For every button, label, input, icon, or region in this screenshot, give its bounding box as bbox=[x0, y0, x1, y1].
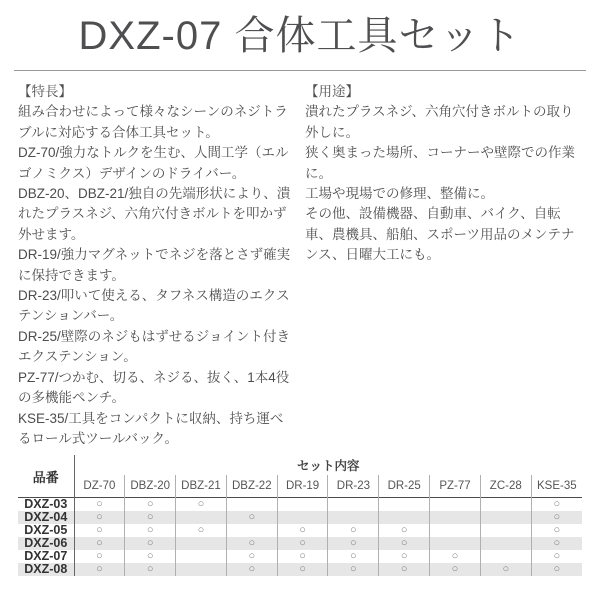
empty-cell bbox=[480, 498, 531, 512]
included-mark-cell: ○ bbox=[277, 524, 328, 537]
feature-paragraph: DBZ-20、DBZ-21/独自の先端形状により、潰れたプラスネジ、六角穴付きボルトを叩かず外せます。 bbox=[18, 186, 291, 242]
empty-cell bbox=[379, 498, 430, 512]
included-mark-cell: ○ bbox=[74, 524, 125, 537]
set-contents-table bbox=[18, 455, 582, 576]
included-mark-cell: ○ bbox=[328, 563, 379, 576]
included-mark-cell: ○ bbox=[379, 550, 430, 563]
use-paragraph: 狭く奥まった場所、コーナーや壁際での作業に。 bbox=[305, 145, 575, 181]
empty-cell bbox=[480, 550, 531, 563]
included-mark-cell: ○ bbox=[226, 537, 277, 550]
included-mark-cell: ○ bbox=[74, 550, 125, 563]
empty-cell bbox=[480, 524, 531, 537]
empty-cell bbox=[480, 511, 531, 524]
included-mark-cell: ○ bbox=[226, 511, 277, 524]
empty-cell bbox=[176, 511, 227, 524]
feature-paragraph: DZ-70/強力なトルクを生む、人間工学（エルゴノミクス）デザインのドライバー。 bbox=[18, 145, 289, 181]
column-header: DR-25 bbox=[379, 475, 430, 498]
use-paragraph: 工場や現場での修理、整備に。 bbox=[305, 186, 494, 202]
features-section bbox=[18, 82, 295, 449]
set-table-body bbox=[18, 498, 582, 577]
product-page bbox=[0, 10, 600, 600]
column-header: DBZ-21 bbox=[176, 475, 227, 498]
empty-cell bbox=[176, 537, 227, 550]
included-mark-cell: ○ bbox=[125, 537, 176, 550]
included-mark-cell: ○ bbox=[226, 563, 277, 576]
included-mark-cell: ○ bbox=[531, 550, 582, 563]
column-headers-row bbox=[18, 475, 582, 498]
feature-paragraph: DR-23/叩いて使える、タフネス構造のエクステンションバー。 bbox=[18, 288, 290, 324]
model-number-cell: DXZ-06 bbox=[18, 537, 74, 550]
empty-cell bbox=[430, 511, 481, 524]
included-mark-cell: ○ bbox=[125, 511, 176, 524]
included-mark-cell: ○ bbox=[125, 563, 176, 576]
column-header: DBZ-22 bbox=[226, 475, 277, 498]
column-header: KSE-35 bbox=[531, 475, 582, 498]
included-mark-cell: ○ bbox=[125, 524, 176, 537]
feature-paragraph: DR-19/強力マグネットでネジを落とさず確実に保持できます。 bbox=[18, 247, 291, 283]
empty-cell bbox=[176, 550, 227, 563]
included-mark-cell: ○ bbox=[328, 537, 379, 550]
included-mark-cell: ○ bbox=[277, 550, 328, 563]
table-row bbox=[18, 537, 582, 550]
caption-row bbox=[18, 455, 582, 475]
empty-cell bbox=[226, 498, 277, 512]
included-mark-cell: ○ bbox=[176, 498, 227, 512]
included-mark-cell: ○ bbox=[531, 498, 582, 512]
included-mark-cell: ○ bbox=[480, 563, 531, 576]
included-mark-cell: ○ bbox=[328, 550, 379, 563]
empty-cell bbox=[430, 537, 481, 550]
included-mark-cell: ○ bbox=[379, 524, 430, 537]
table-row bbox=[18, 511, 582, 524]
column-header: DZ-70 bbox=[74, 475, 125, 498]
column-header: PZ-77 bbox=[430, 475, 481, 498]
included-mark-cell: ○ bbox=[125, 550, 176, 563]
included-mark-cell: ○ bbox=[74, 498, 125, 512]
table-row bbox=[18, 524, 582, 537]
included-mark-cell: ○ bbox=[226, 550, 277, 563]
included-mark-cell: ○ bbox=[328, 524, 379, 537]
included-mark-cell: ○ bbox=[430, 563, 481, 576]
included-mark-cell: ○ bbox=[379, 563, 430, 576]
included-mark-cell: ○ bbox=[277, 563, 328, 576]
included-mark-cell: ○ bbox=[74, 537, 125, 550]
use-paragraph: 潰れたプラスネジ、六角穴付きボルトの取り外しに。 bbox=[305, 104, 574, 140]
empty-cell bbox=[379, 511, 430, 524]
model-number-cell: DXZ-08 bbox=[18, 563, 74, 576]
feature-paragraph: PZ-77/つかむ、切る、ネジる、抜く、1本4役の多機能ペンチ。 bbox=[18, 369, 290, 406]
features-heading: 【特長】 bbox=[18, 84, 72, 99]
table-row bbox=[18, 498, 582, 512]
empty-cell bbox=[430, 524, 481, 537]
included-mark-cell: ○ bbox=[531, 537, 582, 550]
set-contents-table-wrap bbox=[18, 455, 582, 576]
description-columns bbox=[0, 71, 600, 449]
column-header: DR-23 bbox=[328, 475, 379, 498]
empty-cell bbox=[277, 511, 328, 524]
empty-cell bbox=[176, 563, 227, 576]
feature-paragraph: 組み合わせによって様々なシーンのネジトラブルに対応する合体工具セット。 bbox=[18, 104, 288, 140]
empty-cell bbox=[328, 498, 379, 512]
use-paragraph: その他、設備機器、自動車、バイク、自転車、農機具、船舶、スポーツ用品のメンテナンス、日曜大工にも。 bbox=[305, 206, 575, 263]
model-number-cell: DXZ-03 bbox=[18, 498, 74, 512]
model-number-cell: DXZ-04 bbox=[18, 511, 74, 524]
included-mark-cell: ○ bbox=[125, 498, 176, 512]
empty-cell bbox=[328, 511, 379, 524]
model-number-cell: DXZ-05 bbox=[18, 524, 74, 537]
empty-cell bbox=[277, 498, 328, 512]
column-header: DBZ-20 bbox=[125, 475, 176, 498]
feature-paragraph: DR-25/壁際のネジもはずせるジョイント付きエクステンション。 bbox=[18, 328, 290, 365]
included-mark-cell: ○ bbox=[379, 537, 430, 550]
model-number-cell: DXZ-07 bbox=[18, 550, 74, 563]
table-row bbox=[18, 550, 582, 563]
included-mark-cell: ○ bbox=[531, 563, 582, 576]
column-header: DR-19 bbox=[277, 475, 328, 498]
table-header bbox=[18, 455, 582, 498]
page-title: DXZ-07 合体工具セット bbox=[78, 14, 522, 58]
uses-section bbox=[305, 82, 582, 449]
included-mark-cell: ○ bbox=[277, 537, 328, 550]
included-mark-cell: ○ bbox=[531, 511, 582, 524]
included-mark-cell: ○ bbox=[176, 524, 227, 537]
included-mark-cell: ○ bbox=[74, 511, 125, 524]
feature-paragraph: KSE-35/工具をコンパクトに収納、持ち運べるロール式ツールバック。 bbox=[18, 410, 284, 446]
table-row bbox=[18, 563, 582, 576]
uses-heading: 【用途】 bbox=[305, 84, 359, 99]
included-mark-cell: ○ bbox=[531, 524, 582, 537]
set-contents-caption: セット内容 bbox=[296, 459, 360, 474]
column-header: ZC-28 bbox=[480, 475, 531, 498]
empty-cell bbox=[480, 537, 531, 550]
included-mark-cell: ○ bbox=[430, 550, 481, 563]
empty-cell bbox=[430, 498, 481, 512]
included-mark-cell: ○ bbox=[74, 563, 125, 576]
item-number-header: 品番 bbox=[18, 455, 74, 498]
empty-cell bbox=[226, 524, 277, 537]
